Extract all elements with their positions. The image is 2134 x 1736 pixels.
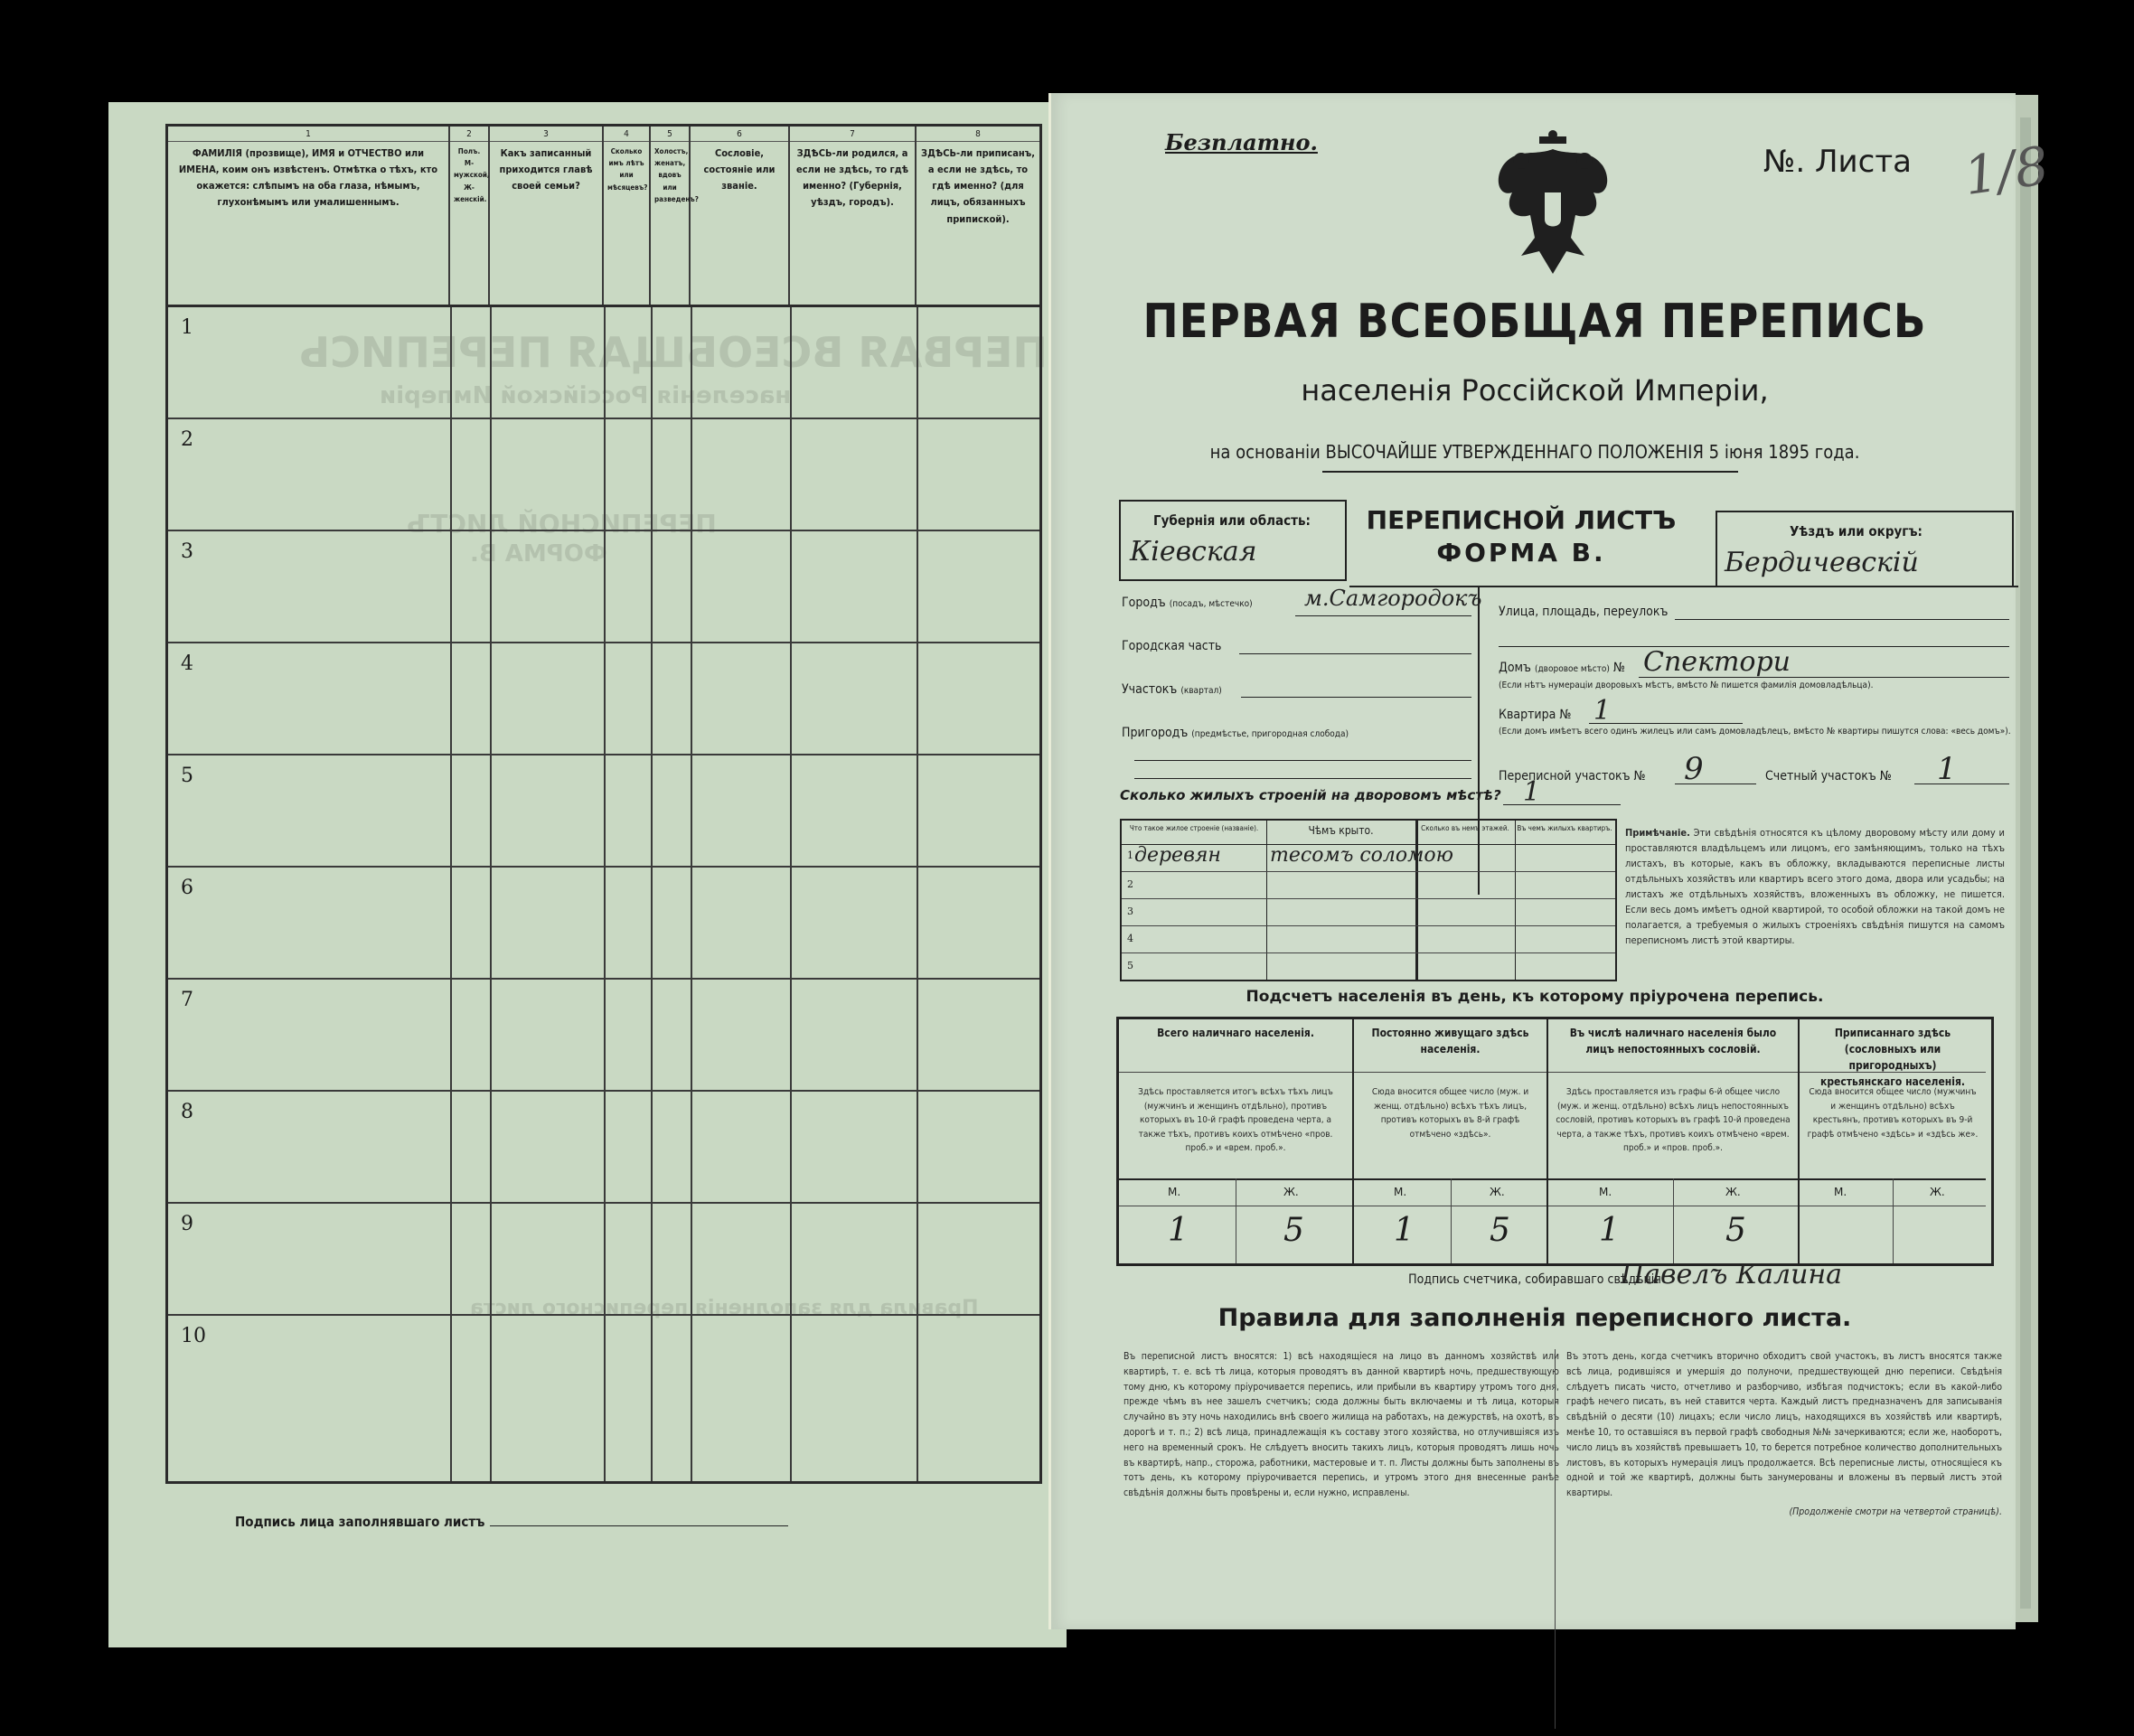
table-row [168, 755, 1039, 868]
divider [1322, 471, 1738, 473]
female-count: 5 [1725, 1212, 1746, 1249]
header-col-name: 1 ФАМИЛІЯ (прозвище), ИМЯ и ОТЧЕСТВО или ИМЕНА, коим онъ извѣстенъ. Отмѣтка о тѣхъ, кто окажется: слѣпымъ на оба глаза, нѣмымъ, глухонѣмымъ или умалишеннымъ. [168, 127, 450, 305]
uezd-label: Уѣздъ или округъ: [1790, 523, 1922, 540]
counter-signature-label: Подпись счетчика, собиравшаго свѣдѣнія [1408, 1272, 1661, 1287]
population-count-title: Подсчетъ населенія въ день, къ которому пріурочена перепись. [1246, 988, 1824, 1006]
street-label: Улица, площадь, переулокъ [1499, 605, 1669, 619]
apartment-value: 1 [1593, 695, 1612, 727]
row-number: 2 [181, 428, 193, 451]
guberniya-label: Губернія или область: [1153, 512, 1311, 529]
bleed-through-title: ПЕРВАЯ ВСЕОБЩАЯ ПЕРЕПИСЬ [298, 328, 1048, 377]
male-count: 1 [1168, 1212, 1189, 1249]
male-count: 1 [1599, 1212, 1620, 1249]
row-number: 8 [181, 1101, 193, 1123]
legal-basis: на основаніи ВЫСОЧАЙШЕ УТВЕРЖДЕННАГО ПОЛОЖЕНІЯ 5 іюня 1895 года. [1209, 441, 1860, 463]
apartment-label: Квартира № [1499, 708, 1572, 722]
bleed-through-rules: Правила для заполненія переписного листа [470, 1297, 979, 1319]
count-col-peasant: Приписаннаго здѣсь (сословныхъ или пригородныхъ) крестьянскаго населенія. Сюда вносится общее число (мужчинъ и женщинъ отдѣльно) всѣхъ крестьянъ, противъ которыхъ въ 9-й графѣ отмѣчено «здѣсь» и «здѣсь же». М. Ж. [1800, 1019, 1986, 1263]
buildings-table [1120, 819, 1617, 981]
male-count: 1 [1394, 1212, 1415, 1249]
census-district-value: 9 [1684, 751, 1704, 787]
female-count: 5 [1490, 1212, 1510, 1249]
buildings-table-header: Что такое жилое строеніе (названіе). Чѣмъ крыто. Сколько въ немъ этажей. Въ чемъ жилыхъ квартиръ. [1122, 821, 1615, 845]
counter-signature: Павелъ Калина [1621, 1259, 1843, 1290]
header-col-age: 4 Сколько имъ лѣтъ или мѣсяцевъ? [604, 127, 651, 305]
header-col-estate: 6 Сословіе, состояніе или званіе. [691, 127, 790, 305]
bleed-through-sheet-type: ПЕРЕПИСНОЙ ЛИСТЪ [407, 509, 717, 539]
page-subtitle: населенія Россійской Имперіи, [1301, 373, 1769, 408]
buildings-question: Сколько жилыхъ строеній на дворовомъ мѣстѣ? [1120, 787, 1501, 803]
guberniya-value: Кіевская [1130, 536, 1257, 568]
apartment-note: (Если домъ имѣетъ всего одинъ жилецъ или самъ домовладѣлецъ, вмѣсто № квартиры пишутся слова: «весь домъ»). [1499, 727, 2011, 737]
count-col-total: Всего наличнаго населенія. Здѣсь проставляется итогъ всѣхъ тѣхъ лицъ (мужчинъ и женщинъ отдѣльно), противъ которыхъ въ 10-й графѣ проведена черта, а также тѣхъ, противъ коихъ отмѣчено «пров. проб.» и «врем. проб.». М. Ж. 1 5 [1119, 1019, 1354, 1263]
precinct-label: Участокъ (квартал) [1122, 682, 1222, 697]
house-value: Спектори [1643, 646, 1791, 678]
header-col-marital: 5 Холостъ, женатъ, вдовъ или разведенъ? [651, 127, 691, 305]
right-page [1048, 93, 2053, 1629]
sheet-number-label: №. Листа [1763, 144, 1912, 180]
table-row: 5 [1127, 960, 1133, 971]
table-row [168, 1092, 1039, 1204]
sheet-type-title: ПЕРЕПИСНОЙ ЛИСТЪ [1366, 505, 1677, 535]
city-district-label: Городская часть [1122, 639, 1222, 653]
row-number: 7 [181, 989, 193, 1011]
count-col-permanent: Постоянно живущаго здѣсь населенія. Сюда вносится общее число (муж. и женщ. отдѣльно) всѣхъ тѣхъ лицъ, противъ которыхъ въ 8-й графѣ отмѣчено «здѣсь». М. Ж. 1 5 [1354, 1019, 1548, 1263]
header-col-birthplace: 7 ЗДѢСЬ-ли родился, а если не здѣсь, то гдѣ именно? (Губернія, уѣздъ, городъ). [790, 127, 917, 305]
row-number: 5 [181, 765, 193, 787]
table-row [168, 531, 1039, 643]
table-row: 4 [1122, 925, 1615, 953]
city-value: м.Самгородокъ [1304, 586, 1482, 611]
header-col-registration: 8 ЗДѢСЬ-ли приписанъ, а если не здѣсь, то гдѣ именно? (для лицъ, обязанныхъ припиской). [917, 127, 1039, 305]
free-label: Безплатно. [1165, 129, 1318, 155]
buildings-answer: 1 [1523, 776, 1541, 808]
sheet-type [1331, 504, 1711, 570]
sheet-number-value: 1/8 [1960, 134, 2053, 208]
count-col-non-peasant: Въ числѣ наличнаго населенія было лицъ непостоянныхъ сословій. Здѣсь проставляется изъ графы 6-й общее число (муж. и женщ. отдѣльно) всѣхъ лицъ непостоянныхъ сословій, противъ которыхъ въ графѣ 10-й проведена черта, а также тѣхъ, противъ коихъ отмѣчено «врем. проб.» и «пров. проб.». М. Ж. 1 5 [1548, 1019, 1800, 1263]
row-number: 10 [181, 1325, 206, 1347]
row-number: 4 [181, 652, 193, 675]
count-district-value: 1 [1937, 751, 1957, 787]
filler-signature: Подпись лица заполнявшаго листъ [235, 1514, 788, 1530]
table-row: 3 [1122, 898, 1615, 926]
table-row: 2 [1122, 871, 1615, 899]
table-row [168, 307, 1039, 419]
page-edge-shadow [2020, 117, 2031, 1609]
table-row [168, 643, 1039, 755]
row-number: 1 [181, 316, 193, 339]
table-row [168, 1204, 1039, 1316]
row-number: 3 [181, 540, 193, 563]
count-district-label: Счетный участокъ № [1765, 769, 1892, 784]
table-row [168, 1316, 1039, 1481]
row-number: 6 [181, 877, 193, 899]
uezd-value: Бердичевскій [1725, 547, 1919, 578]
header-col-sex: 2 Полъ. М-мужской, Ж-женскій. [450, 127, 490, 305]
form-label: ФОРМА В. [1436, 538, 1606, 568]
double-headed-eagle-icon [1485, 129, 1621, 283]
table-row: 1 деревян тесомъ соломою [1122, 844, 1615, 872]
rules-title: Правила для заполненія переписного листа. [1217, 1304, 1852, 1332]
population-table-header [168, 127, 1039, 307]
population-table [165, 124, 1042, 1484]
table-row [168, 980, 1039, 1092]
bleed-through-form: ФОРМА В. [470, 540, 607, 568]
suburb-label: Пригородъ (предмѣстье, пригородная слобода) [1122, 726, 1349, 740]
house-label: Домъ (дворовое мѣсто) № [1499, 661, 1626, 675]
note-text: Примѣчаніе. Эти свѣдѣнія относятся къ цѣлому дворовому мѣсту или дому и проставляются владѣльцемъ или лицомъ, его замѣняющимъ, только на тѣхъ листахъ, въ которые, какъ въ обложку, вкладываются переписные листы отдѣльныхъ хозяйствъ или квартиръ всего этого дома, двора или усадьбы; на листахъ же отдѣльныхъ хозяйствъ, вложенныхъ въ обложку, не пишется. Если весь домъ имѣетъ одной квартирой, то особой обложки на такой домъ не полагается, а требуемыя о жилыхъ строеніяхъ свѣдѣнія пишутся на самомъ переписномъ листѣ этой квартиры. [1625, 827, 2005, 947]
house-note: (Если нѣтъ нумераціи дворовыхъ мѣстъ, вмѣсто № пишется фамилія домовладѣльца). [1499, 680, 1874, 690]
rules-text-right: Въ этотъ день, когда счетчикъ вторично обходитъ свой участокъ, въ листъ вносятся также всѣ лица, родившіяся и умершія до полуночи, предшествующей дню переписи. Свѣдѣнія слѣдуетъ писать чисто, отчетливо и разборчиво, избѣгая подчистокъ; если въ какой-либо графѣ нечего писать, въ ней ставится черта. Каждый листъ предназначенъ для записыванія свѣдѣній о десяти (10) лицахъ; если число лицъ, находящихся въ хозяйствѣ или квартирѣ, менѣе 10, то оставшіяся въ первой графѣ свободныя №№ зачеркиваются; если же, наоборотъ, число лицъ въ хозяйствѣ превышаетъ 10, то берется потребное количество дополнительныхъ листовъ, въ которыхъ нумерація лицъ продолжается. Всѣ переписные листы, относящіеся къ одной и той же квартирѣ, должны быть занумерованы и вложены въ первый листъ этой квартиры. (Продолженіе смотри на четвертой страницѣ). [1566, 1349, 2002, 1520]
population-count-table [1116, 1017, 1994, 1266]
left-page [108, 102, 1067, 1647]
rules-footer: (Продолженіе смотри на четвертой страницѣ). [1789, 1506, 2002, 1517]
guberniya-box [1119, 500, 1347, 581]
table-row [168, 419, 1039, 531]
divider [1555, 1349, 1556, 1729]
city-label: Городъ (посадъ, мѣстечко) [1122, 596, 1253, 610]
uezd-box [1716, 511, 2014, 587]
row-number: 9 [181, 1213, 193, 1235]
census-district-label: Переписной участокъ № [1499, 769, 1646, 784]
rules-text-left: Въ переписной листъ вносятся: 1) всѣ находящіеся на лицо въ данномъ хозяйствѣ или квартирѣ, т. е. всѣ тѣ лица, которыя проводятъ въ данной квартирѣ ночь, предшествующую тому дню, къ которому пріурочивается перепись, или прибыли въ квартиру утромъ того дня, прежде чѣмъ въ нее зашелъ счетчикъ; сюда должны быть включаемы и тѣ лица, которыя случайно въ эту ночь находились внѣ своего жилища на работахъ, на дежурствѣ, на охотѣ, въ дорогѣ и т. п.; 2) всѣ лица, принадлежащія къ составу этого хозяйства, но отлучившіяся изъ него на временный срокъ. Не слѣдуетъ вносить такихъ лицъ, которыя проводятъ лишь ночь въ квартирѣ, напр., сторожа, работники, мастеровые и т. п. Листы должны быть заполнены въ тотъ день, къ которому пріурочивается перепись, и утромъ этого дня внесенные ранѣе свѣдѣнія должны быть провѣрены и, если нужно, исправлены. [1123, 1351, 1559, 1499]
header-col-relation: 3 Какъ записанный приходится главѣ своей семьи? [490, 127, 604, 305]
bleed-through-subtitle: населенія Россійской Имперіи [380, 382, 792, 409]
female-count: 5 [1283, 1212, 1304, 1249]
page-title: ПЕРВАЯ ВСЕОБЩАЯ ПЕРЕПИСЬ [1142, 295, 1927, 349]
table-row [168, 868, 1039, 980]
